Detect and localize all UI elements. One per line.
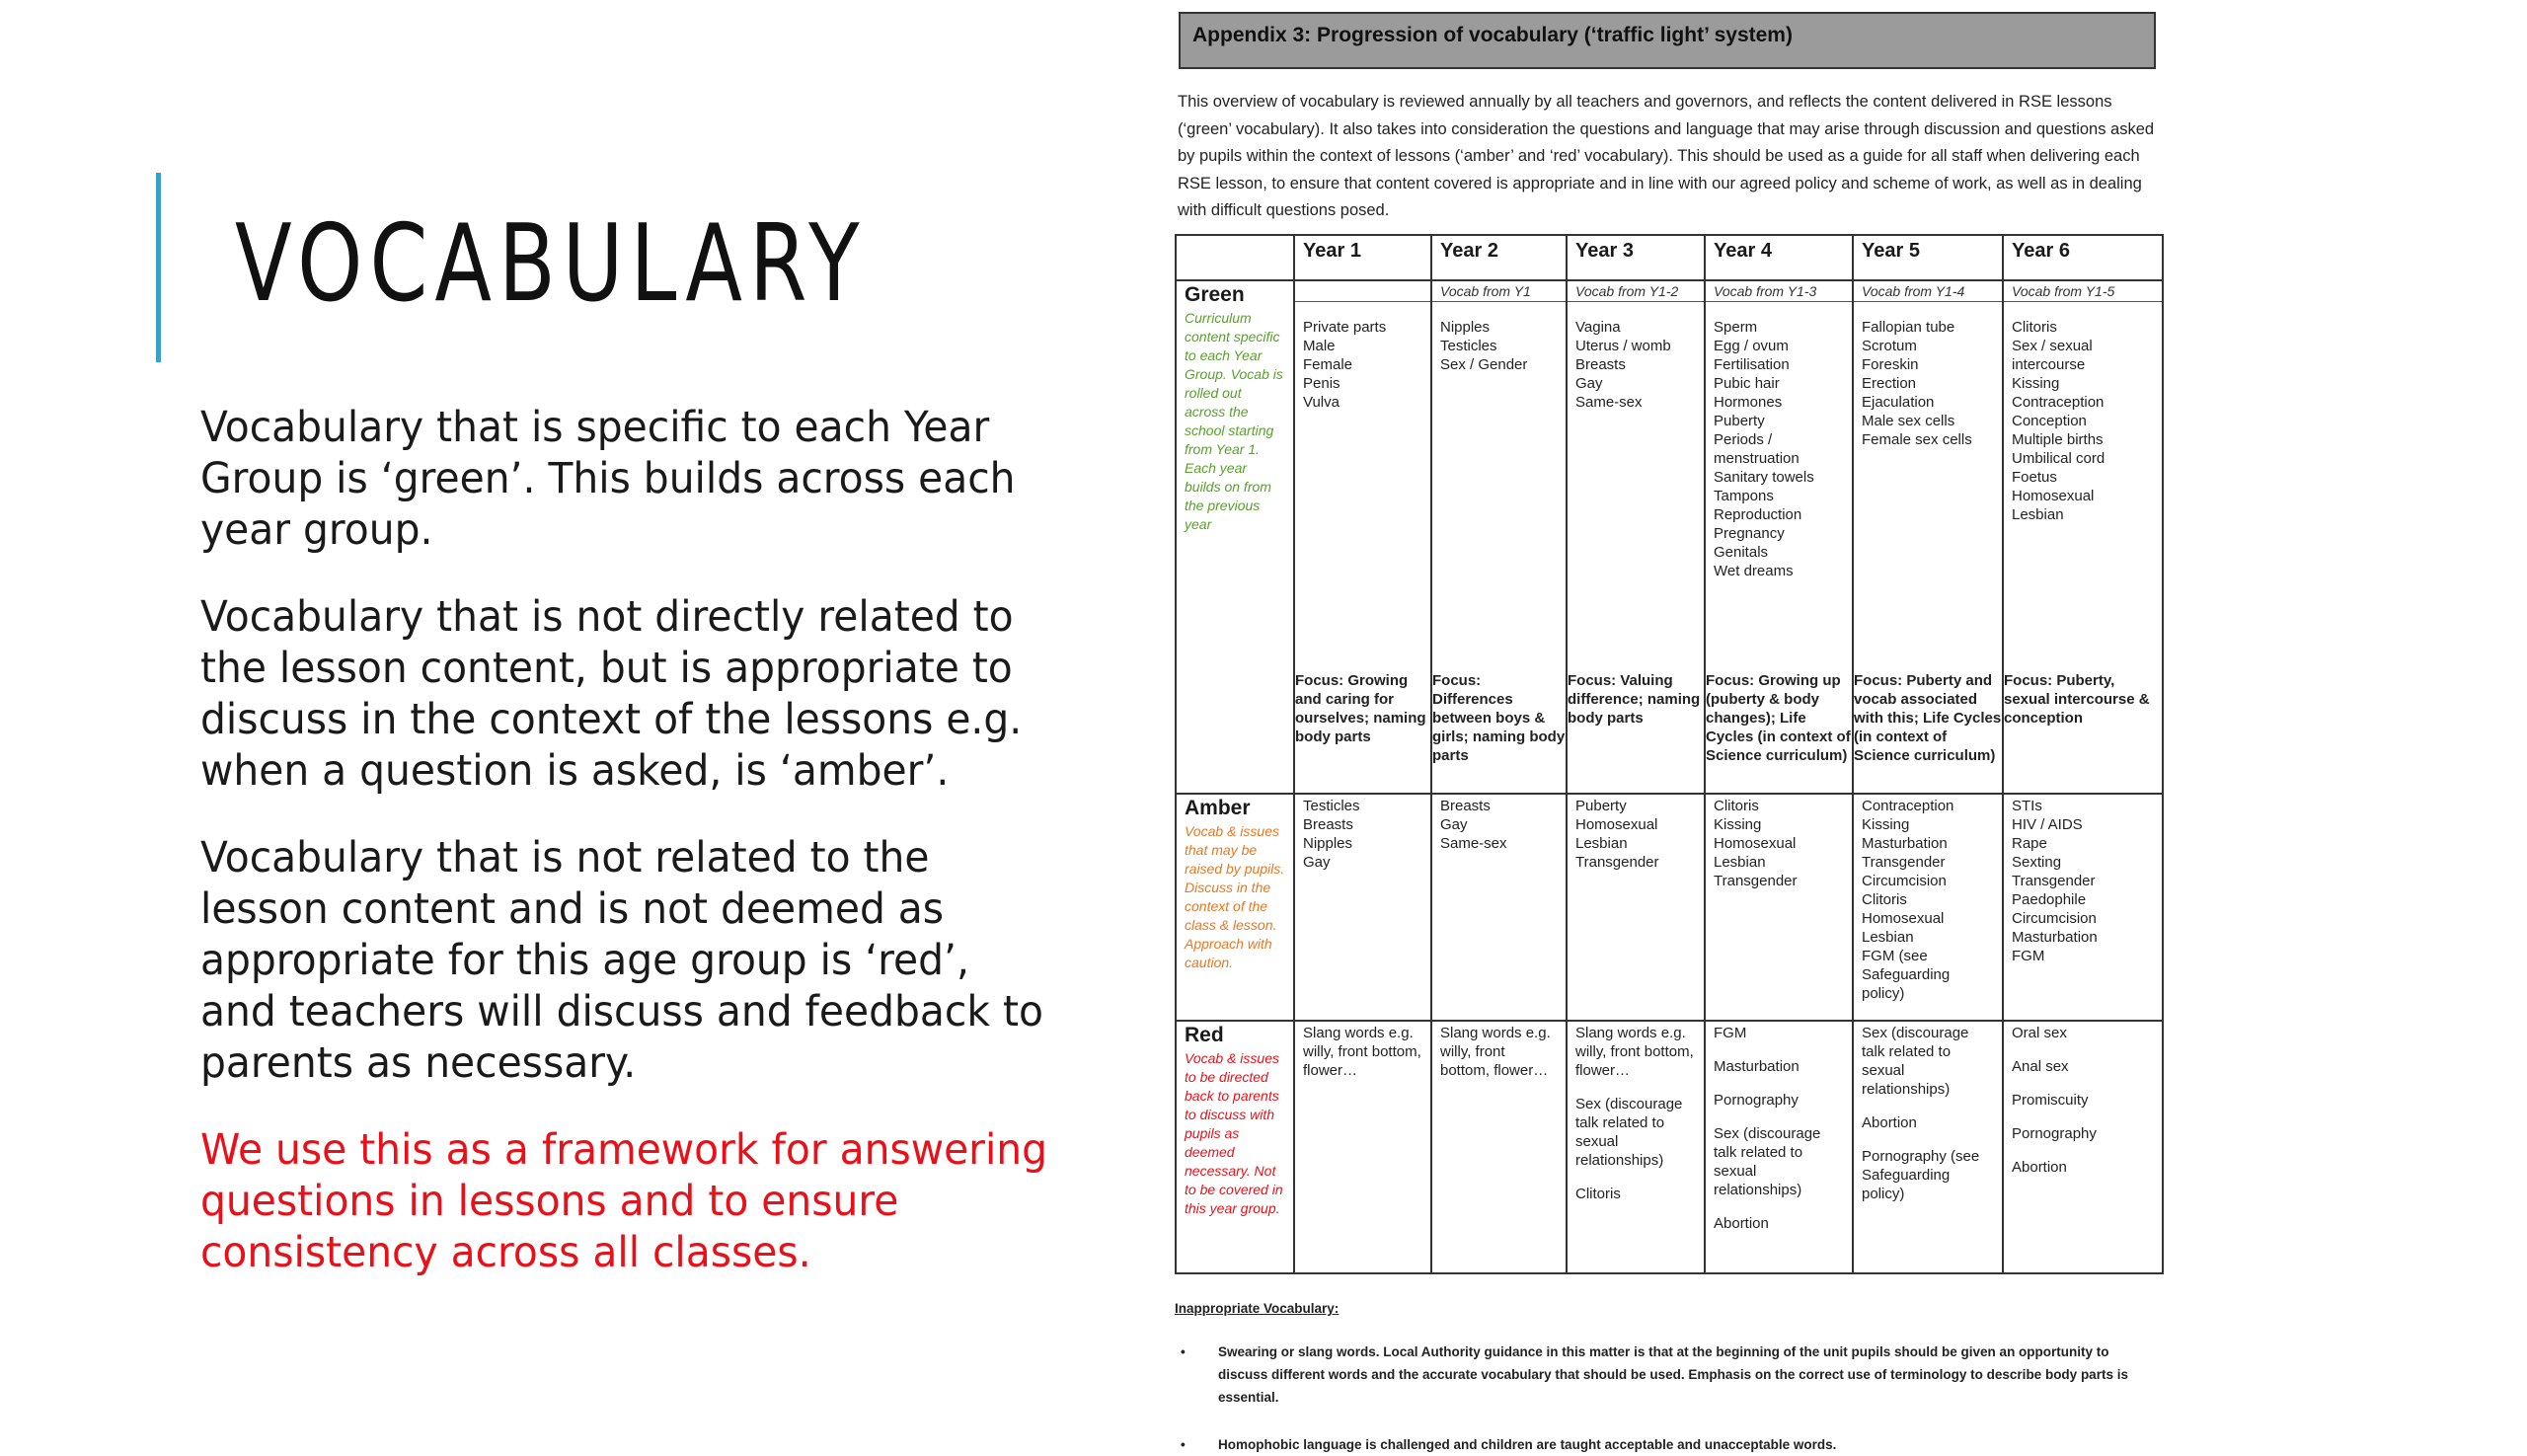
amber-words: STIs HIV / AIDS Rape Sexting Transgender Paedophile Circumcision Masturbation FGM — [2012, 798, 2098, 964]
red-word-item: Slang words e.g. willy, front bottom, flower… — [1303, 1025, 1421, 1079]
red-word-item: Oral sex — [2012, 1025, 2067, 1041]
red-word-item: Slang words e.g. willy, front bottom, flower… — [1575, 1025, 1694, 1079]
green-cell-y1 — [1294, 280, 1431, 794]
amber-cell-y2 — [1431, 794, 1567, 1021]
vocab-from-note: Vocab from Y1-2 — [1568, 283, 1704, 302]
amber-row — [1176, 794, 2163, 1021]
footer-bullet — [1175, 1433, 2162, 1456]
amber-words: Puberty Homosexual Lesbian Transgender — [1575, 798, 1659, 871]
amber-words: Clitoris Kissing Homosexual Lesbian Transgender — [1714, 798, 1798, 889]
red-word-item: Slang words e.g. willy, front bottom, flower… — [1440, 1025, 1551, 1079]
paragraph-red: Vocabulary that is not related to the lesson content and is not deemed as appropriate for this age group is ‘red’, and teachers will discuss and feedback to parents as necessary. — [200, 834, 1043, 1088]
amber-cell-y1 — [1294, 794, 1431, 1021]
amber-row-header — [1176, 794, 1294, 1021]
amber-words: Testicles Breasts Nipples Gay — [1303, 798, 1360, 871]
red-word-item: Pornography (see Safeguarding policy) — [1862, 1148, 1980, 1202]
red-word-item: Anal sex — [2012, 1058, 2069, 1075]
red-word-item: Sex (discourage talk related to sexual relationships) — [1575, 1096, 1683, 1169]
red-word-item: Clitoris — [1575, 1186, 1621, 1202]
appendix-document — [1175, 12, 2177, 225]
table-header-row — [1176, 235, 2163, 280]
green-cell-y2 — [1431, 280, 1567, 794]
bullet-dot-icon: • — [1181, 1344, 1186, 1359]
red-cell-y6 — [2003, 1021, 2163, 1273]
vocab-from-note: Vocab from Y1 — [1432, 283, 1566, 302]
year-header: Year 3 — [1567, 235, 1705, 280]
green-words: Fallopian tube Scrotum Foreskin Erection Ejaculation Male sex cells Female sex cells — [1862, 319, 1972, 448]
amber-words: Contraception Kissing Masturbation Transgender Circumcision Clitoris Homosexual Lesbian FGM (see Safeguarding policy) — [1862, 798, 1954, 1002]
appendix-footer — [1175, 1301, 2162, 1456]
amber-cell-y4 — [1705, 794, 1853, 1021]
focus-note: Focus: Puberty, sexual intercourse & conception — [2004, 672, 2150, 727]
red-description: Vocab & issues to be directed back to parents to discuss with pupils as deemed necessary. Not to be covered in this year group. — [1185, 1050, 1283, 1216]
green-cell-y5 — [1853, 280, 2003, 794]
slide-body — [200, 403, 1089, 1315]
amber-cell-y6 — [2003, 794, 2163, 1021]
focus-note: Focus: Puberty and vocab associated with this; Life Cycles (in context of Science curriculum) — [1854, 672, 2002, 764]
year-header: Year 2 — [1431, 235, 1567, 280]
green-cell-y4 — [1705, 280, 1853, 794]
footer-bullet-text: Homophobic language is challenged and children are taught acceptable and unacceptable words. — [1218, 1437, 1837, 1452]
red-cell-y2 — [1431, 1021, 1567, 1273]
green-row-header — [1176, 280, 1294, 794]
red-word-item: Promiscuity — [2012, 1092, 2089, 1109]
green-cell-y6 — [2003, 280, 2163, 794]
paragraph-green: Vocabulary that is specific to each Year Group is ‘green’. This builds across each year group. — [200, 404, 1016, 555]
footer-bullet — [1175, 1341, 2162, 1409]
red-words — [1714, 1024, 1844, 1233]
red-word-item: Abortion — [1714, 1215, 1769, 1232]
green-label: Green — [1185, 283, 1245, 306]
red-words — [1575, 1024, 1696, 1203]
red-word-item: Sex (discourage talk related to sexual relationships) — [1862, 1025, 1969, 1098]
year-header: Year 4 — [1705, 235, 1853, 280]
red-cell-y1 — [1294, 1021, 1431, 1273]
red-words — [1440, 1024, 1558, 1080]
paragraph-amber: Vocabulary that is not directly related to the lesson content, but is appropriate to discuss in the context of the lessons e.g. when a question is asked, is ‘amber’. — [200, 593, 1023, 796]
red-word-item: Masturbation — [1714, 1058, 1800, 1075]
red-cell-y5 — [1853, 1021, 2003, 1273]
vocab-from-note: Vocab from Y1-4 — [1854, 283, 2002, 302]
green-row — [1176, 280, 2163, 794]
red-words — [2012, 1024, 2154, 1177]
amber-cell-y5 — [1853, 794, 2003, 1021]
green-words: Sperm Egg / ovum Fertilisation Pubic hair Hormones Puberty Periods / menstruation Sanitary towels Tampons Reproduction Pregnancy Genitals Wet dreams — [1714, 319, 1814, 579]
amber-cell-y3 — [1567, 794, 1705, 1021]
red-word-item: FGM — [1714, 1025, 1747, 1041]
focus-note: Focus: Growing up (puberty & body changes); Life Cycles (in context of Science curriculum) — [1706, 672, 1851, 764]
green-words: Clitoris Sex / sexual intercourse Kissing Contraception Conception Multiple births Umbilical cord Foetus Homosexual Lesbian — [2012, 319, 2106, 523]
focus-note: Focus: Differences between boys & girls; naming body parts — [1432, 672, 1566, 764]
green-words: Vagina Uterus / womb Breasts Gay Same-sex — [1575, 319, 1671, 411]
footer-bullet-text: Swearing or slang words. Local Authority guidance in this matter is that at the beginning of the unit pupils should be given an opportunity to discuss different words and the accurate vocabulary that should be used. Emphasis on the correct use of terminology to describe body parts is essential. — [1218, 1344, 2128, 1405]
vocab-from-note — [1295, 283, 1430, 302]
slide-title: VOCABULARY — [235, 202, 867, 326]
vocab-from-note: Vocab from Y1-5 — [2004, 283, 2162, 302]
red-word-item: Abortion — [1862, 1114, 1917, 1131]
green-cell-y3 — [1567, 280, 1705, 794]
vocab-from-note: Vocab from Y1-3 — [1706, 283, 1852, 302]
red-words — [1862, 1024, 1994, 1203]
red-cell-y4 — [1705, 1021, 1853, 1273]
red-word-item: Pornography — [2012, 1125, 2097, 1142]
red-label: Red — [1185, 1024, 1224, 1046]
table-corner — [1176, 235, 1294, 280]
year-header: Year 1 — [1294, 235, 1431, 280]
amber-words: Breasts Gay Same-sex — [1440, 798, 1507, 852]
focus-note: Focus: Growing and caring for ourselves; naming body parts — [1295, 672, 1426, 745]
year-header: Year 6 — [2003, 235, 2163, 280]
red-row — [1176, 1021, 2163, 1273]
red-word-item: Pornography — [1714, 1092, 1799, 1109]
red-word-item: Abortion — [2012, 1159, 2067, 1176]
vocabulary-table — [1175, 234, 2164, 1274]
appendix-header: Appendix 3: Progression of vocabulary (‘traffic light’ system) — [1179, 12, 2156, 69]
amber-description: Vocab & issues that may be raised by pupils. Discuss in the context of the class & lesson. Approach with caution. — [1185, 823, 1285, 970]
appendix-intro: This overview of vocabulary is reviewed annually by all teachers and governors, and reflects the content delivered in RSE lessons (‘green’ vocabulary). It also takes into consideration the questions and language that may arise through discussion and questions asked by pupils within the context of lessons (‘amber’ and ‘red’ vocabulary). This should be used as a guide for all staff when delivering each RSE lesson, to ensure that content covered is appropriate and in line with our agreed policy and scheme of work, as well as in dealing with difficult questions posed. — [1178, 93, 2155, 219]
red-word-item: Sex (discourage talk related to sexual relationships) — [1714, 1125, 1821, 1198]
title-accent-bar — [156, 173, 161, 362]
green-description: Curriculum content specific to each Year Group. Vocab is rolled out across the school starting from Year 1. Each year builds on from the previous year — [1185, 310, 1283, 532]
paragraph-framework: We use this as a framework for answering questions in lessons and to ensure consistency across all classes. — [200, 1126, 1048, 1277]
red-row-header — [1176, 1021, 1294, 1273]
red-cell-y3 — [1567, 1021, 1705, 1273]
red-words — [1303, 1024, 1422, 1080]
amber-label: Amber — [1185, 797, 1251, 819]
year-header: Year 5 — [1853, 235, 2003, 280]
green-words: Nipples Testicles Sex / Gender — [1440, 319, 1528, 373]
footer-heading: Inappropriate Vocabulary: — [1175, 1301, 1340, 1316]
focus-note: Focus: Valuing difference; naming body parts — [1568, 672, 1701, 727]
green-words: Private parts Male Female Penis Vulva — [1303, 319, 1387, 411]
bullet-dot-icon: • — [1181, 1437, 1186, 1452]
